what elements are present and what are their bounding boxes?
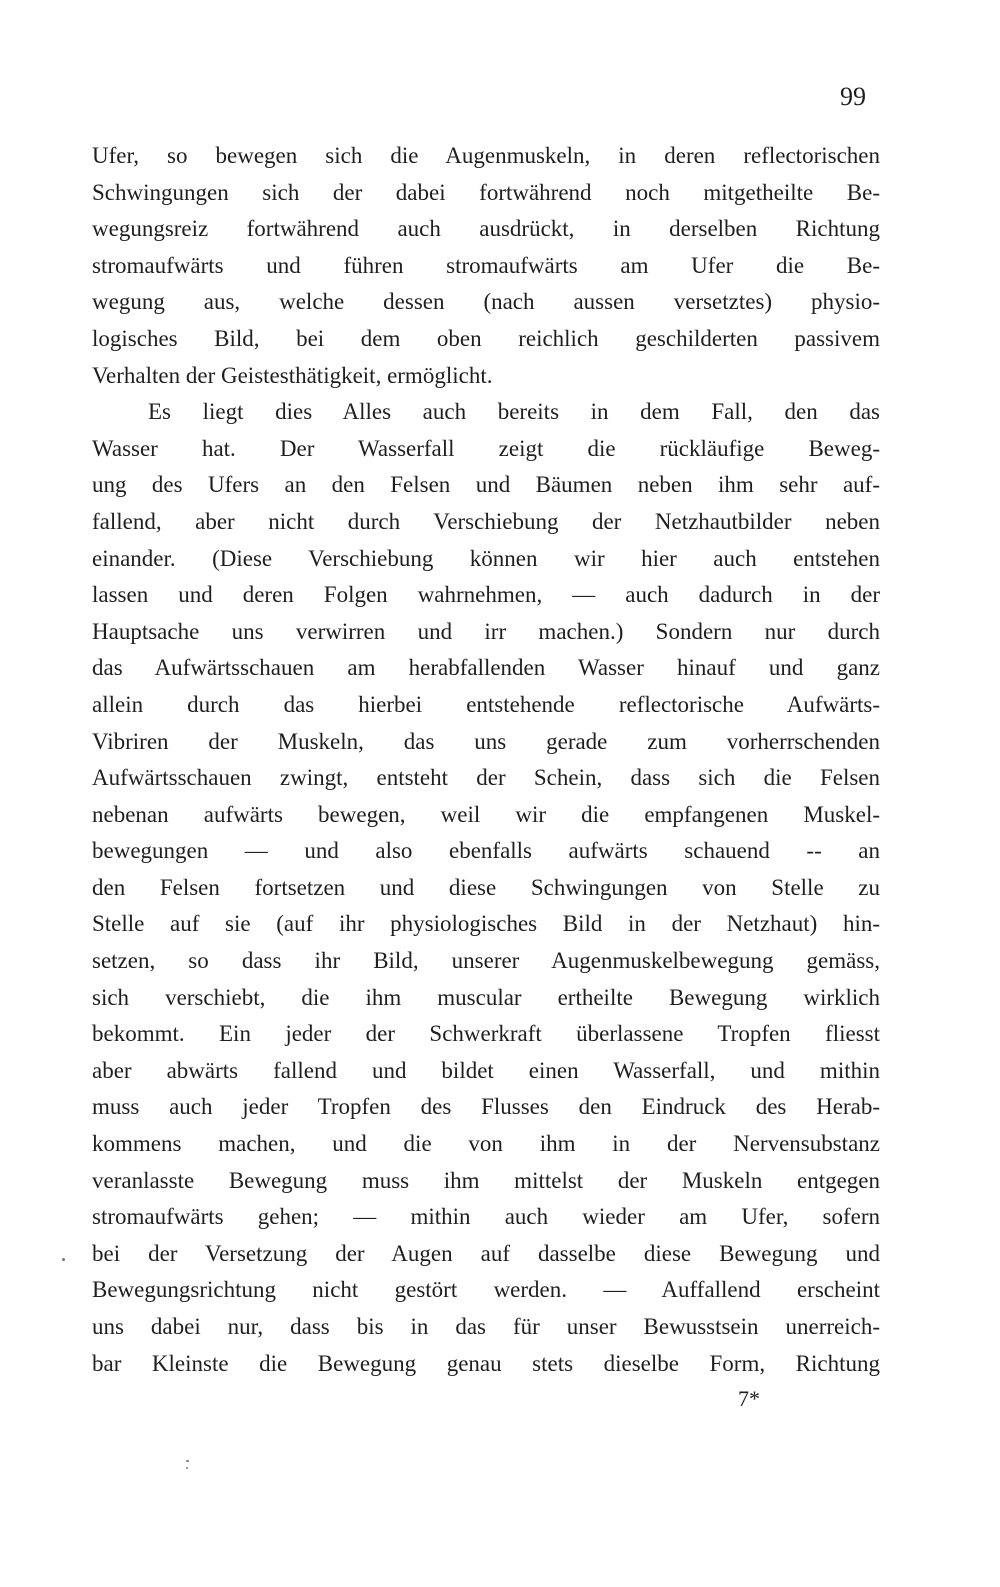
text-line: das Aufwärtsschauen am herabfallenden Wasser hinauf und ganz bbox=[92, 655, 880, 681]
text-line: Vibriren der Muskeln, das uns gerade zum vorherrschenden bbox=[92, 728, 880, 754]
text-line: ung des Ufers an den Felsen und Bäumen neben ihm sehr auf- bbox=[92, 472, 880, 498]
text-line: stromaufwärts und führen stromaufwärts am Ufer die Be- bbox=[92, 252, 880, 278]
text-line: Es liegt dies Alles auch bereits in dem Fall, den das bbox=[148, 399, 880, 425]
text-line: Verhalten der Geistesthätigkeit, ermöglicht. bbox=[92, 362, 493, 388]
text-line: Bewegungsrichtung nicht gestört werden. — Auffallend erscheint bbox=[92, 1277, 880, 1303]
text-line: wegung aus, welche dessen (nach aussen versetztes) physio- bbox=[92, 289, 880, 315]
text-line: Stelle auf sie (auf ihr physiologisches Bild in der Netzhaut) hin- bbox=[92, 911, 880, 937]
text-line: aber abwärts fallend und bildet einen Wasserfall, und mithin bbox=[92, 1057, 880, 1083]
text-line: den Felsen fortsetzen und diese Schwingungen von Stelle zu bbox=[92, 874, 880, 900]
text-line: bar Kleinste die Bewegung genau stets dieselbe Form, Richtung bbox=[92, 1350, 880, 1376]
page-number: 99 bbox=[840, 82, 866, 111]
paper-speck bbox=[62, 1258, 65, 1261]
text-line: kommens machen, und die von ihm in der Nervensubstanz bbox=[92, 1131, 880, 1157]
text-line: wegungsreiz fortwährend auch ausdrückt, in derselben Richtung bbox=[92, 216, 880, 242]
text-line: Ufer, so bewegen sich die Augenmuskeln, in deren reflectorischen bbox=[92, 143, 880, 168]
paper-speck bbox=[186, 1460, 189, 1462]
text-line: muss auch jeder Tropfen des Flusses den Eindruck des Herab- bbox=[92, 1094, 880, 1120]
body-text bbox=[92, 138, 880, 1382]
text-line: allein durch das hierbei entstehende reflectorische Aufwärts- bbox=[92, 691, 880, 717]
paper-speck bbox=[186, 1467, 188, 1469]
text-line: setzen, so dass ihr Bild, unserer Augenmuskelbewegung gemäss, bbox=[92, 948, 880, 974]
text-line: nebenan aufwärts bewegen, weil wir die empfangenen Muskel- bbox=[92, 801, 880, 827]
text-line: stromaufwärts gehen; — mithin auch wieder am Ufer, sofern bbox=[92, 1204, 880, 1230]
text-line: sich verschiebt, die ihm muscular ertheilte Bewegung wirklich bbox=[92, 984, 880, 1010]
text-line: fallend, aber nicht durch Verschiebung der Netzhautbilder neben bbox=[92, 508, 880, 534]
signature-mark: 7* bbox=[738, 1386, 760, 1411]
text-line: lassen und deren Folgen wahrnehmen, — auch dadurch in der bbox=[92, 582, 880, 608]
text-line: einander. (Diese Verschiebung können wir hier auch entstehen bbox=[92, 545, 880, 571]
text-line: Aufwärtsschauen zwingt, entsteht der Schein, dass sich die Felsen bbox=[92, 765, 880, 791]
text-line: Hauptsache uns verwirren und irr machen.) Sondern nur durch bbox=[92, 618, 880, 644]
text-line: bekommt. Ein jeder der Schwerkraft überlassene Tropfen fliesst bbox=[92, 1021, 880, 1047]
text-line: logisches Bild, bei dem oben reichlich geschilderten passivem bbox=[92, 325, 880, 351]
text-line: veranlasste Bewegung muss ihm mittelst der Muskeln entgegen bbox=[92, 1167, 880, 1193]
text-line: Schwingungen sich der dabei fortwährend noch mitgetheilte Be- bbox=[92, 179, 880, 205]
text-line: bei der Versetzung der Augen auf dasselbe diese Bewegung und bbox=[92, 1240, 880, 1266]
text-line: uns dabei nur, dass bis in das für unser Bewusstsein unerreich- bbox=[92, 1314, 880, 1339]
text-line: bewegungen — und also ebenfalls aufwärts schauend -- an bbox=[92, 838, 880, 864]
text-line: Wasser hat. Der Wasserfall zeigt die rückläufige Beweg- bbox=[92, 435, 880, 461]
